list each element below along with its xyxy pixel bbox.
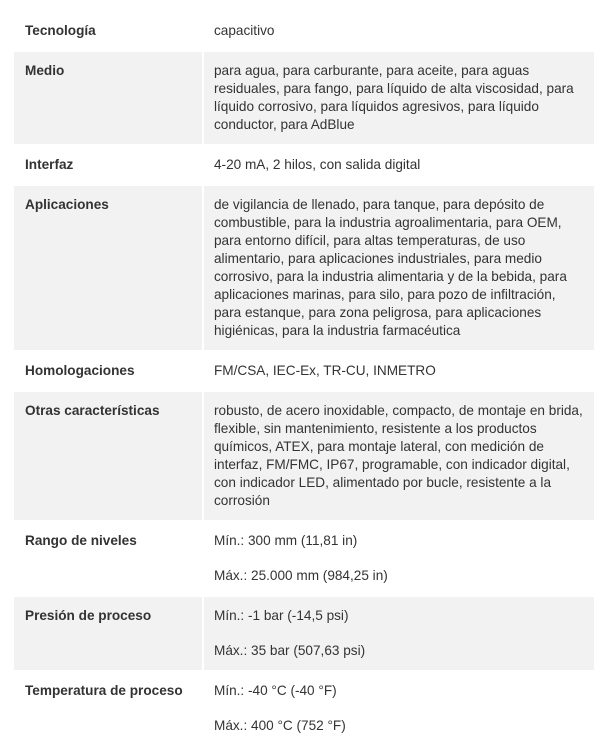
spec-label: Homologaciones [25,363,135,378]
spec-value [204,146,594,184]
spec-value-max: Máx.: 400 °C (752 °F) [214,718,346,733]
spec-value [204,672,594,745]
spec-row-temperatura-de-proceso [14,672,594,745]
spec-row-aplicaciones [14,186,594,350]
spec-row-rango-de-niveles [14,522,594,595]
spec-value-text: 4-20 mA, 2 hilos, con salida digital [214,157,421,172]
spec-row-homologaciones [14,352,594,390]
spec-label: Aplicaciones [14,186,202,350]
spec-value-text: para agua, para carburante, para aceite, para aguas residuales, para fango, para líquido de alta viscosidad, para líquido corrosivo, para líquidos agresivos, para líquido conductor, para AdBlue [214,63,574,132]
spec-value-text: robusto, de acero inoxidable, compacto, de montaje en brida, flexible, sin mantenimiento, resistente a los productos químicos, ATEX, para montaje lateral, con medición de interfaz, FM/FMC, IP67, programable, con indicador digital, con indicador LED, alimentado por bucle, resistente a la corrosión [214,403,583,508]
spec-value-min: Mín.: -1 bar (-14,5 psi) [214,608,349,623]
spec-value-max: Máx.: 25.000 mm (984,25 in) [214,568,388,583]
spec-row-otras-caracteristicas [14,392,594,520]
spec-label: Medio [14,52,202,144]
spec-row-presion-de-proceso [14,597,594,670]
spec-value-text: FM/CSA, IEC-Ex, TR-CU, INMETRO [214,363,436,378]
spec-row-interfaz [14,146,594,184]
spec-value [204,522,594,595]
spec-label: Rango de niveles [25,533,137,548]
spec-value [204,392,594,520]
spec-row-medio [14,52,594,144]
spec-label: Presión de proceso [14,597,202,670]
spec-value [204,52,594,144]
spec-label: Temperatura de proceso [25,683,183,698]
spec-label: Interfaz [25,157,74,172]
spec-value [204,186,594,350]
spec-value [204,597,594,670]
spec-value-text: de vigilancia de llenado, para tanque, para depósito de combustible, para la industria agroalimentaria, para OEM, para entorno difícil, para altas temperaturas, de uso alimentario, para aplicaciones industriales, para medio corrosivo, para la industria alimentaria y de la bebida, para aplicaciones marinas, para silo, para pozo de infiltración, para estanque, para zona peligrosa, para aplicaciones higiénicas, para la industria farmacéutica [214,197,567,338]
spec-value-min: Mín.: 300 mm (11,81 in) [214,533,358,548]
spec-label: Otras características [14,392,202,520]
spec-value [204,12,594,50]
spec-value-text: capacitivo [214,23,275,38]
spec-table [14,12,594,747]
spec-value-min: Mín.: -40 °C (-40 °F) [214,683,337,698]
spec-row-tecnologia [14,12,594,50]
spec-value [204,352,594,390]
spec-label: Tecnología [25,23,96,38]
spec-value-max: Máx.: 35 bar (507,63 psi) [214,643,366,658]
